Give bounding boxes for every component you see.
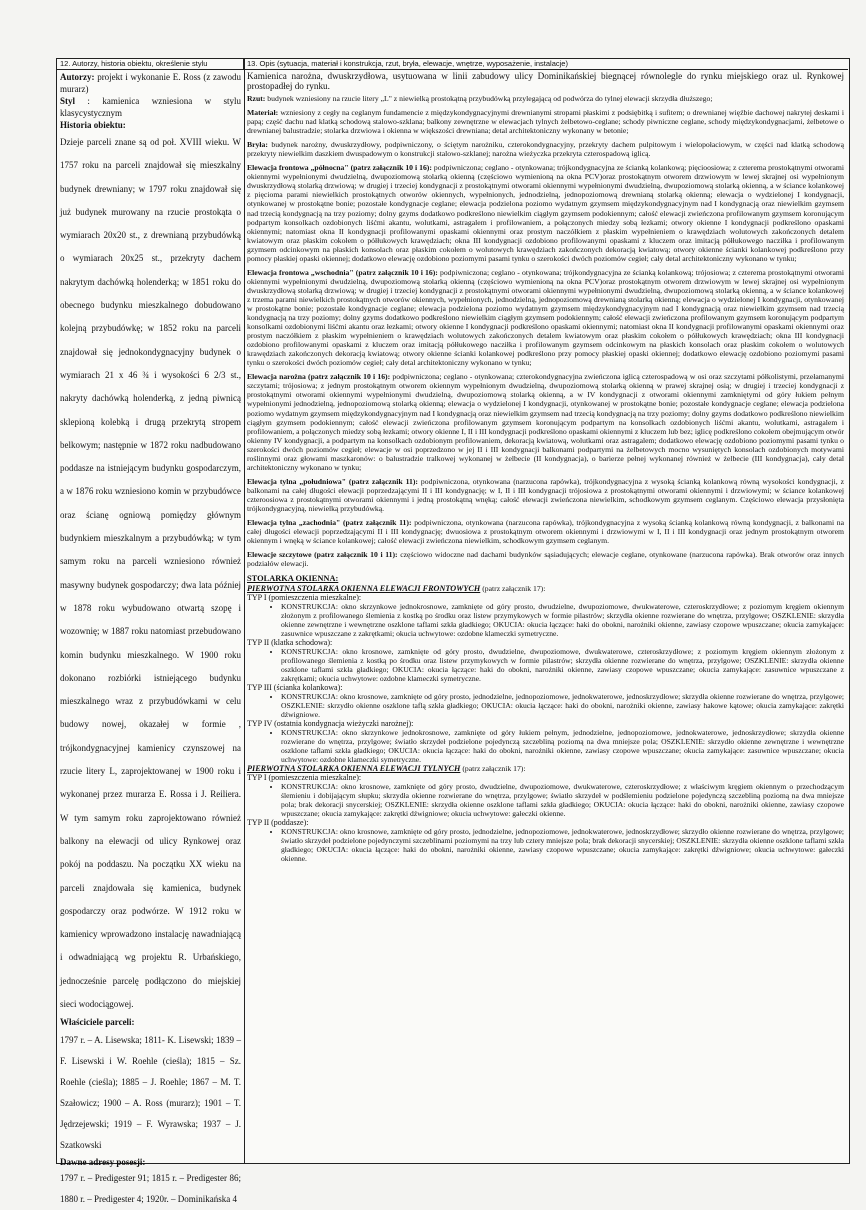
- form-sheet: [56, 58, 850, 1205]
- rear-joinery-title: PIERWOTNA STOLARKA OKIENNA ELEWACJI TYLNYCH: [247, 763, 461, 773]
- addresses-label: Dawne adresy posesji:: [60, 1157, 146, 1168]
- addresses-text: 1797 r. – Predigester 91; 1815 r. – Predigester 86; 1880 r. – Predigester 4; 1920r. – Dominikańska 4: [60, 1173, 241, 1205]
- authors: [60, 71, 241, 95]
- corner-elevation-label: Elewacja narożna (patrz załącznik 10 i 16):: [247, 372, 391, 382]
- owners-label: Właściciele parceli:: [60, 1017, 135, 1028]
- owners-text: 1797 r. – A. Lisewska; 1811- K. Lisewski; 1839 – F. Lisewski i W. Roehle (cieśla); 1815 – Sz. Roehle (cieśla); 1885 – J. Roehle; 1867 – M. T. Szałowicz; 1900 – A. Ross (murarz); 1901 – T. Jędrzejewski; 1919 – F. Wyrawska; 1937 – J. Szatkowski: [60, 1035, 241, 1151]
- west-elevation-paragraph: [247, 518, 844, 545]
- massing-paragraph: [247, 140, 844, 158]
- joinery-type-label: TYP IV (ostatnia kondygnacja wieżyczki narożnej):: [247, 718, 414, 728]
- left-column-header: 12. Autorzy, historia obiektu, określenie stylu: [57, 59, 244, 70]
- north-elevation-label: Elewacja frontowa „północna" (patrz załącznik 10 i 16):: [247, 163, 432, 173]
- front-joinery-types: [247, 593, 844, 764]
- joinery-type-label: TYP II (klatka schodowa):: [247, 637, 333, 647]
- right-column: [247, 71, 844, 1159]
- gable-elevation-label: Elewacje szczytowe (patrz załącznik 10 i 11):: [247, 550, 398, 560]
- plan-paragraph: [247, 94, 844, 103]
- joinery-type-label: TYP III (ścianka kolankowa):: [247, 682, 343, 692]
- south-elevation-paragraph: [247, 477, 844, 513]
- joinery-type-label: TYP I (pomieszczenia mieszkalne):: [247, 592, 362, 602]
- style: [60, 95, 241, 119]
- east-elevation-label: Elewacja frontowa „wschodnia" (patrz załącznik 10 i 16):: [247, 267, 438, 277]
- massing-label: Bryła:: [247, 140, 268, 150]
- joinery-type-list: [247, 728, 844, 764]
- joinery-type-item: • KONSTRUKCJA: okno skrzynkowe jednokrosnowe, zamknięte od góry łukiem pełnym, jednodzielne, jednopoziomowe, jednokwaterowe, jednoskrzydłowe; skrzydła okienne rozwierane do wnętrza, przylgowe; światło skrzydeł podzielone pojedynczą szczebliną poziomą na dwa mniejsze pola; OSZKLENIE: skrzydło okienne zewnętrzne i wewnętrzne oszklone taflami szkła gładkiego; OKUCIA: okucia łączące: haki do obokni, narożniki okienne, zawiasy czopowe wpuszczane; okucia zamykające: zasuwnice wpuszczane; okucia uchwytowe: ozdobne klameczki symetryczne.: [281, 728, 844, 764]
- front-joinery-ref: (patrz załącznik 17):: [482, 583, 546, 593]
- authors-text: projekt i wykonanie E. Ross (z zawodu murarz): [60, 72, 242, 94]
- history-label: Historia obiektu:: [60, 120, 126, 130]
- joinery-type-item: • KONSTRUKCJA: okno krosnowe, zamknięte od góry prosto, jednodzielne, jednopoziomowe, jednokwaterowe, jednoskrzydłowe; skrzydła okienne rozwierane do wnętrza, przylgowe; OSZKLENIE: skrzydło okienne oszklone taflą szkła gładkiego; OKUCIA: okucia łączące: haki do obokni, narożniki okienne, zawiasy hakowe kątowe; okucia zamykające: zakrętki dźwigniowe.: [281, 692, 844, 719]
- joinery-type-list: [247, 827, 844, 863]
- right-column-header: 13. Opis (sytuacja, materiał i konstrukcja, rzut, bryła, elewacje, wnętrze, wyposażenie, instalacje): [244, 59, 848, 70]
- material-paragraph: [247, 108, 844, 135]
- north-elevation-text: podpiwniczona; ceglano - otynkowana; trójkondygnacyjna ze ścianką kolankową; pięcioosiowa; z czterema prostokątnymi otworami okiennymi wypełnionymi dwudzielną, dwupoziomową stolarką okienną (częściowo wymienioną na okna PCV)oraz prostokątnym otworem drzwiowym w lewej skrajnej osi wypełnionym dwuskrzydłową stolarką drzwiową; w drugiej i trzeciej kondygnacji z prostokątnymi otworami okiennymi wypełnionymi dwudzielną, dwupoziomową stolarką okienną, a w ściance kolankowej z pięcioma parami niewielkich prostokątnych otworów okiennych, wypełnionych, jednodzielną, jednopoziomową drewnianą stolarką okienną; elewacja o wydzielonej I kondygnacji, otynkowanej w prostokątne bonie; pozostałe kondygnacje ceglane; elewacja podzielona poziomo wydatnym gzymsem międzykondygnacyjnym nad I kondygnacją oraz niewielkim gzymsem nad trzecią kondygnacją na trzy poziomy; dolny gzyms dodatkowo podkreślono niewielkim ciągłym gzymsem podokiennym; całość elewacji zwieńczona profilowanym gzymsem koronującym podpartym konsolkach ozdobionych liśćmi akantu, wolutkami, astragalem i profilowaniem, a połączonych miedzy sobą łezkami; otwory okienne I kondygnacji podkreślono opaskami okiennymi; natomiast okna II kondygnacji profilowanymi opaskami okiennymi oraz prostym naczółkiem z płaskim wypełnieniem o krawędziach wolutowych zakończonych detalem kwiatowym oraz płaskim cokołem o półłukowych krawędziach; okna III kondygnacji ozdobiono profilowanymi opaskami z kluczem oraz imitacją półłukowego nacziłka i profilowanym gzymsem odcinkowym na płaskich konsolach oraz płaskim cokołem o wolutowych krawędziach zakończonych dekoracją kwiatową; otwory okienne ścianki kolankowej podkreślono przy pomocy płaskiej opaski okiennej; dodatkowo elewację ozdobiono poziomymi pasami tynku o szerokości dwóch poziomów cegieł; cały detal architektoniczny wykonano w tynku;: [247, 163, 844, 263]
- joinery-type-item: • KONSTRUKCJA: okno krosnowe, zamknięte od góry prosto, dwudzielne, dwupoziomowe, dwukwaterowe, czteroskrzydłowe; z poziomym kręgiem okiennym złożonym z profilowanego ślemienia z kostką po środku oraz listew przymykowych w formie pilastrów; skrzydła okienne rozwierane do wnętrza, przylgowe; OSZKLENIE: skrzydła okienne oszklone taflami szkła gładkiego; OKUCIA: okucia łączące: haki do obokni, narożniki okienne, zawiasy czopowe wpuszczane; okucia zamykające: zasuwnice wpuszczane z zakrętkami; okucia uchwytowe: ozdobne klameczki symetryczne.: [281, 647, 844, 683]
- west-elevation-label: Elewacja tylna „zachodnia" (patrz załącznik 11):: [247, 518, 412, 528]
- north-elevation-paragraph: [247, 163, 844, 263]
- east-elevation-paragraph: [247, 268, 844, 368]
- style-label: Styl: [60, 96, 76, 106]
- plan-label: Rzut:: [247, 94, 266, 103]
- joinery-type-list: [247, 602, 844, 638]
- authors-label: Autorzy:: [60, 72, 95, 82]
- material-text: wzniesiony z cegły na ceglanym fundamencie z międzykondygnacyjnymi drewnianymi stropami płaskimi z podsiębitką i sufitem; o drewnianej więźbie dachowej nakrytej deskami i papą; część dachu nad klatką schodową stalowo-szklana; balkony zewnętrzne w elewacjach tylnych żelbetowo-ceglane; schody piwniczne ceglane, schody międzykondygnacjami, żelbetowe o drewnianej balustradzie; stolarka drzwiowa i okienna w większości drewniana; detal architektoniczny wykonany w betonie;: [247, 108, 845, 136]
- joinery-type-label: TYP I (pomieszczenia mieszkalne):: [247, 773, 362, 783]
- history-text: Dzieje parceli znane są od poł. XVIII wieku. W 1757 roku na parceli znajdował się mieszkalny budynek drewniany; w 1797 roku znajdował się już budynek murowany na rzucie prostokąta o wymiarach 20x20 st., z drewnianą przybudówką o wymiarach 20x25 st., przekryty dachem nakrytym dachówką holenderką; w 1851 roku do obecnego budynku mieszkalnego dobudowano kolejną przybudówkę; w 1852 roku na parceli znajdował się jednokondygnacyjny budynek o wymiarach 21 x 46 ¾ i wysokości 6 2/3 st., nakryty dachówką holenderką, z jedną piwnicą sklepioną kolebką i drugą przekrytą stropem belkowym; następnie w 1872 roku nadbudowano poddasze na istniejącym budynku gospodarczym, a w 1876 roku wzniesiono komin w przybudówce oraz ścianę ogniową pomiędzy głównym budynkiem mieszkalnym a przybudówką; w tym samym roku na parceli wzniesiono również masywny budynek gospodarczy; dwa lata później w 1878 roku wybudowano otwartą szopę i wozownię; w 1887 roku natomiast przebudowano komin budynku mieszkalnego. W 1900 roku dokonano rozbiórki istniejącego budynku mieszkalnego wraz z przybudówkami w celu budowy nowej, okazałej w formie , trójkondygnacyjnej kamienicy czynszowej na rzucie litery L, zaprojektowanej w 1900 roku i wykonanej przez murarza E. Rossa i J. Reiliera. W tym samym roku zaprojektowano również balkony na elewacji od ulicy Rynkowej oraz pokój na poddaszu. Na początku XX wieku na parceli znajdowała się kamienica, budynek gospodarczy oraz podwórze. W 1912 roku w kamienicy wprowadzono instalację nawadniającą i odwadniającą wg projektu R. Urbańskiego, jednocześnie parcelę podłączono do miejskiej sieci wodociągowej.: [60, 137, 241, 1009]
- south-elevation-text: podpiwniczona, otynkowana (narzucona rapówka), trójkondygnacyjna z wysoką ścianką kolankową równą wysokości kondygnacji, z balkonami na całej długości elewacji poprzedzającymi II i III kondygnację; w I, II i III kondygnacji trójosiowa z prostokątnymi otworami okiennymi i drzwiowymi; w ściance kolankowej czteroosiowa z prostokątnymi otworami okiennymi i jedną prostokątną wnęką; całość elewacji zwieńczona niewielkim, schodkowym gzymsem ceglanym. Częściowo elewacja przysłonięta trójkondygnacyjną, niewielką przybudówką.: [247, 476, 845, 513]
- front-joinery-heading: [247, 584, 844, 593]
- rear-joinery-types: [247, 773, 844, 863]
- rear-joinery-heading: [247, 764, 844, 773]
- left-column: [60, 71, 242, 1205]
- window-joinery-title: STOLARKA OKIENNA:: [247, 574, 339, 584]
- gable-elevation-paragraph: [247, 550, 844, 568]
- column-divider: [244, 59, 245, 1163]
- front-joinery-title: PIERWOTNA STOLARKA OKIENNA ELEWACJI FRONTOWYCH: [247, 583, 481, 593]
- massing-text: budynek narożny, dwuskrzydłowy, podpiwniczony, o ściętym narożniku, czterokondygnacyjny, przekryty dachem pulpitowym i wielopołaciowym, w części nad klatką schodową przekryty niewielkim daszkiem dwuspadowym o konstrukcji stalowo-szklanej; narożna wieżyczka przekryta czterospadową iglicą.: [247, 140, 845, 159]
- plan-text: budynek wzniesiony na rzucie litery „L" z niewielką prostokątną przybudówką przylegającą od podwórza do tylnej elewacji skrzydła dłuższego;: [267, 94, 713, 103]
- joinery-type-list: [247, 692, 844, 719]
- corner-elevation-text: podpiwniczona; ceglano - otynkowana; czterokondygnacyjna zwieńczona iglicą czterospadową w osi oraz szczytami półkolistymi, przełamanymi szczytami; trójosiowa; z jednym prostokątnym otworem okiennym wypełnionym dwudzielną, dwupoziomową stolarką okienną w prawej skrajnej osią; w drugiej i trzeciej kondygnacji z prostokątnymi otworami okiennymi wypełnionymi dwudzielną, dwupoziomową stolarką okienną, a w IV kondygnacji z otworami okiennymi zamkniętymi od góry łukiem pełnym wypełnionymi jednodzielną, jednopoziomową stolarką okienną; elewacja o wydzielonej I kondygnacji, otynkowanej w prostokątne bonie; pozostałe kondygnacje ceglane; elewacja podzielona poziomo wydatnym gzymsem międzykondygnacyjnym nad I kondygnacją oraz niewielkim gzymsem nad trzecią kondygnacją na trzy poziomy; dolny gzyms dodatkowo podkreślono niewielkim ciągłym gzymsem podokiennym; całość elewacji zwieńczona profilowanym gzymsem koronującym podpartym na konsolkach ozdobionych liśćmi akantu, wolutkami, astragalem i profilowaniem, a połączonych miedzy sobą łezkami; otwory okienne I, II i III kondygnacji podkreślono opaskami okiennymi z kluczem lub bez; iglicę podkreślono cokołem obejmującym otwór okienny IV kondygnacji, a podpartym na konsolkach ozdobionym profilowaniem, dekoracją kwiatową, wolutkami oraz astragalem; dodatkowo elewację ozdobiono poziomymi pasami tynku o szerokości dwóch poziomów cegieł; elewacje w osi poprzedzono w jej II i III kondygnacji balkonami podpartymi na żelbetowych mocno wysuniętych konsolach ozdobionych motywami roślinnymi oraz głowami maszkaronów: o balustradzie tralkowej wykonanej w żelbecie (II kondygnacja), o barierze pełnej wykonanej również w żelbecie (III kondygnacja), cały detal architektoniczny wykonano w tynku;: [247, 372, 845, 472]
- east-elevation-text: podpiwniczona; ceglano - otynkowana; trójkondygnacyjna ze ścianką kolankową; trójosiowa; z czterema prostokątnymi otworami okiennymi wypełnionymi dwudzielną, dwupoziomową stolarką okienną (częściowo wymienioną na okna PCV)oraz prostokątnym otworem drzwiowym w lewej skrajnej osi wypełnionym dwuskrzydłową stolarką drzwiową; w drugiej i trzeciej kondygnacji z prostokątnymi otworami okiennymi wypełnionymi dwudzielną, dwupoziomową stolarką okienną, a w ściance kolankowej z trzema parami niewielkich prostokątnych otworów okiennych, wypełnionych, jednodzielną, jednopoziomową drewnianą stolarką okienną; elewacja o wydzielonej I kondygnacji, otynkowanej w prostokątne bonie; pozostałe kondygnacje ceglane; elewacja podzielona poziomo wydatnym gzymsem międzykondygnacyjnym nad I kondygnacją oraz niewielkim gzymsem nad trzecią kondygnacją na trzy poziomy; dolny gzyms dodatkowo podkreślono niewielkim ciągłym gzymsem podokiennym; całość elewacji zwieńczona profilowanym gzymsem koronującym podpartym konsolkami ozdobionymi liśćmi akantu oraz łezkami; otwory okienne I kondygnacji podkreślono opaskami okiennymi; natomiast okna II kondygnacji profilowanymi opaskami okiennymi oraz prostym naczółkiem z płaskim wypełnieniem o krawędziach wolutowych zakończonych detalem kwiatowym oraz płaskim cokołem o półłukowych krawędziach; okna III kondygnacji ozdobiono profilowanymi opaskami z kluczem oraz imitacją półłukowego nacziłka i profilowanym gzymsem odcinkowym na płaskich konsolach oraz płaskim cokołem o wolutowych krawędziach zakończonych dekoracją kwiatową; otwory okienne ścianki kolankowej podkreślono przy pomocy płaskiej opaski okiennej; dodatkowo elewację ozdobiono poziomymi pasami tynku o szerokości dwóch poziomów cegieł; cały detal architektoniczny wykonano w tynku;: [247, 267, 845, 368]
- corner-elevation-paragraph: [247, 372, 844, 472]
- description-lead: Kamienica narożna, dwuskrzydłowa, usytuowana w linii zabudowy ulicy Dominikańskiej biegnącej równolegle do rynku miejskiego oraz ul. Rynkowej prostopadłej do rynku.: [247, 71, 844, 91]
- joinery-type-label: TYP II (poddasze):: [247, 818, 309, 828]
- south-elevation-label: Elewacja tylna „południowa" (patrz załącznik 11):: [247, 476, 418, 486]
- material-label: Materiał:: [247, 108, 279, 118]
- joinery-type-item: • KONSTRUKCJA: okno krosnowe, zamknięte od góry prosto, dwudzielne, dwupoziomowe, dwukwaterowe, czteroskrzydłowe; z właściwym kręgiem okiennym o przechodzącym ślemieniu i dobijającym słupku; skrzydła okienne rozwierane do wnętrza, przylgowe; światło skrzydeł w podślemieniu podzielone pojedynczą szczebliną poziomą na dwa mniejsze pola; brak dekoracji snycerskiej; OSZKLENIE: skrzydła okienne oszklone taflami szkła gładkiego; OKUCIA: okucia łączące: haki do obokni, narożniki okienne, zawiasy czopowe wpuszczane; okucia zamykające: zakrętki dźwigniowe; okucia uchwytowe: gałeczki okienne.: [281, 782, 844, 818]
- joinery-type-list: [247, 782, 844, 818]
- style-text: : kamienica wzniesiona w stylu klasycystycznym: [60, 96, 241, 118]
- joinery-type-item: • KONSTRUKCJA: okno krosnowe, zamknięte od góry prosto, jednodzielne, jednopoziomowe, jednokwaterowe, jednoskrzydłowe; skrzydło okienne rozwierane do wnętrza, przylgowe; światło skrzydeł podzielone pojedynczymi szczeblinami poziomymi na trzy lub cztery mniejsze pola; brak dekoracji snycerskiej; OSZKLENIE: skrzydła okienne oszklone taflami szkła gładkiego; OKUCIA: okucia łączące: haki do obokni, narożniki okienne, zawiasy czopowe wpuszczane; okucia zamykające: zakrętki dźwigniowe; okucia uchwytowe: gałeczki okienne.: [281, 827, 844, 863]
- west-elevation-text: podpiwniczona, otynkowana (narzucona rapówka), trójkondygnacyjna z wysoką ścianką kolankową równą kondygnacji, z balkonami na całej długości elewacji poprzedzającymi II i III kondygnację; dwuosiowa z prostokątnym otworem okiennymi i drzwiowymi w I, II i III kondygnacji oraz jednym prostokątnym otworem okiennym i wnęką w ściance kolankowej; całość elewacji zwieńczona niewielkim, schodkowym gzymsem ceglanym.: [247, 518, 844, 546]
- gable-elevation-text: częściowo widoczne nad dachami budynków sąsiadujących; elewacje ceglane, otynkowane (narzucona rapówka). Brak otworów oraz innych podziałów elewacji.: [247, 550, 845, 569]
- rear-joinery-ref: (patrz załącznik 17):: [462, 763, 526, 773]
- joinery-type-list: [247, 647, 844, 683]
- joinery-type-item: • KONSTRUKCJA: okno skrzynkowe jednokrosnowe, zamknięte od góry prosto, dwudzielne, dwupoziomowe, dwukwaterowe, czteroskrzydłowe; z poziomym kręgiem okiennym złożonym z profilowanego ślemienia z kostką po środku oraz listew przymykowych w formie pilastrów; skrzydła okienne rozwierane do wnętrza, przylgowe; OSZKLENIE: skrzydła okienne zewnętrzne i wewnętrzne oszklone taflami szkła gładkiego; OKUCIA: okucia łączące: haki do obokni, narożniki okienne, zawiasy czopowe wpuszczane; okucia zamykające: zasuwnice wpuszczane z zakrętkami; okucia uchwytowe: ozdobne klameczki symetryczne.: [281, 602, 844, 638]
